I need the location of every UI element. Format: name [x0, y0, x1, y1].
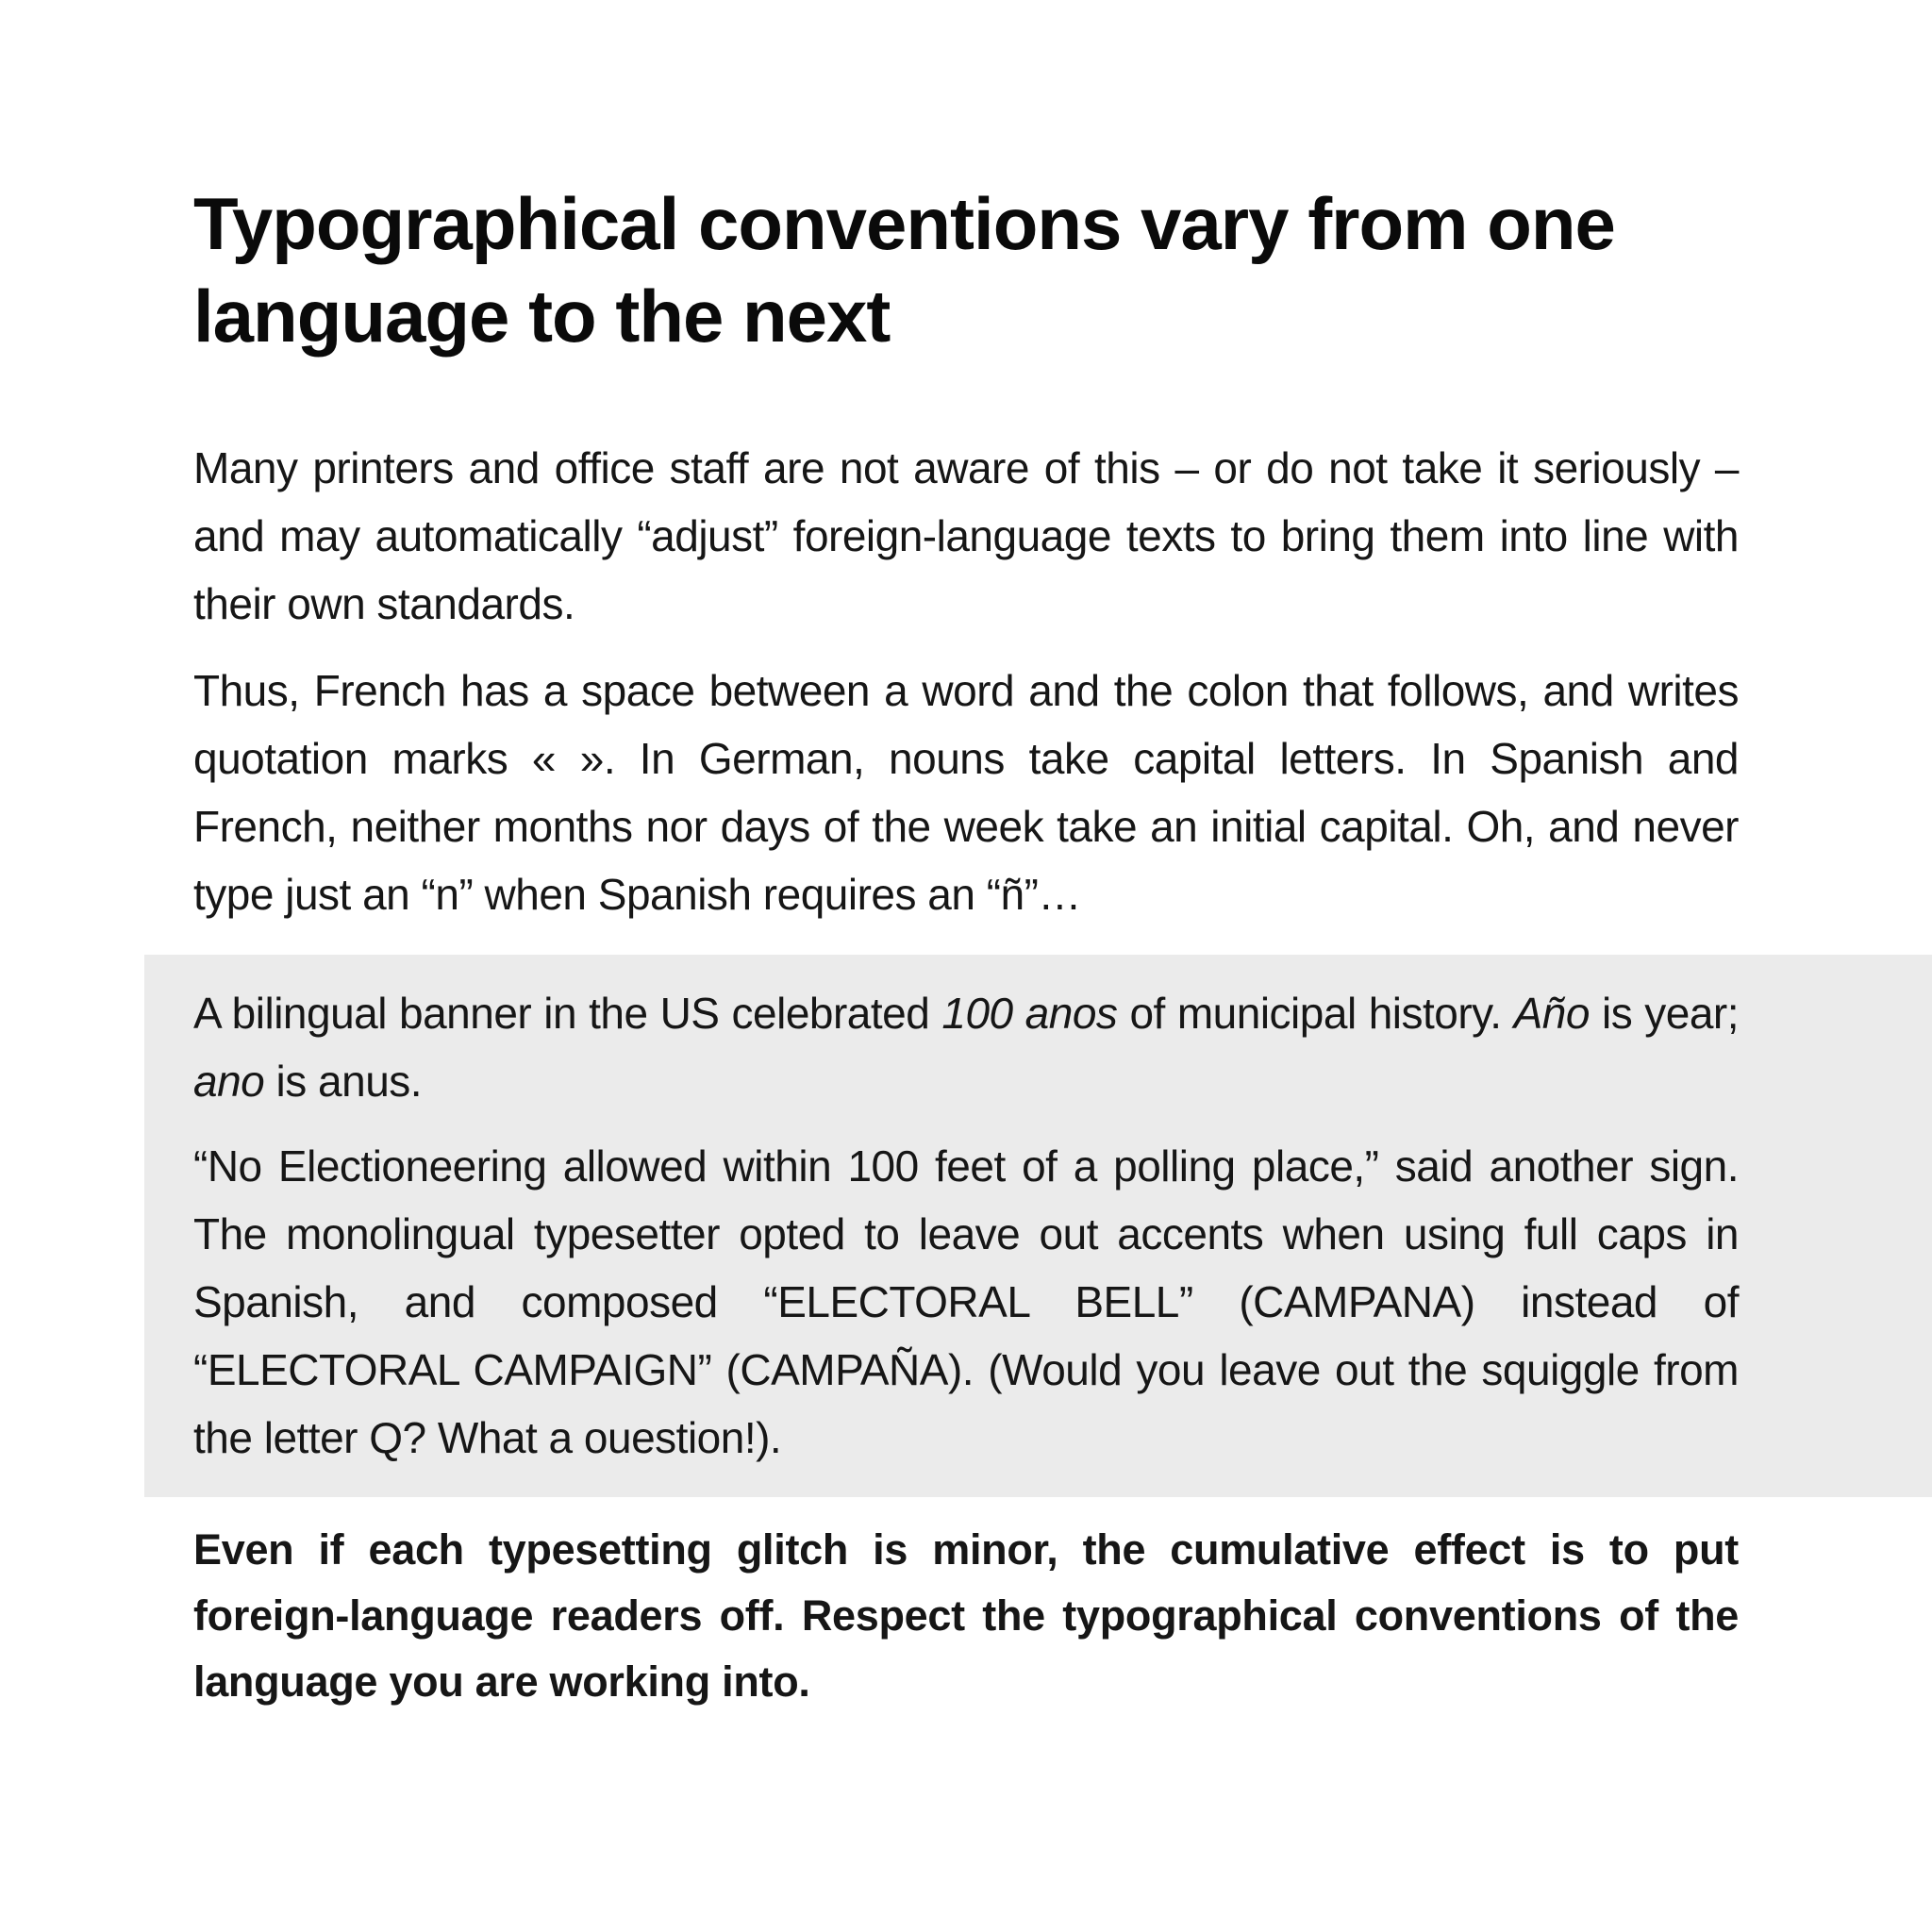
example-text: is year;: [1589, 989, 1740, 1038]
page-title: Typographical conventions vary from one language to the next: [193, 182, 1615, 358]
sign-example-paragraph: “No Electioneering allowed within 100 feet of a polling place,” said another sign. The monolingual typesetter opted to leave out accents when using full caps in Spanish, and composed “ELECTORAL BELL” (CAMPANA) instead of “ELECTORAL CAMPAIGN” (CAMPAÑA). (Would you leave out the squiggle from the letter Q? What a ouestion!).: [193, 1141, 1739, 1462]
example-text: of municipal history.: [1117, 989, 1514, 1038]
intro-paragraph: Many printers and office staff are not aware of this – or do not take it seriously – and may automatically “adjust” foreign-language texts to bring them into line with their own standards.: [193, 443, 1739, 628]
banner-example-paragraph: [193, 979, 1739, 1115]
example-term: 100 anos: [941, 989, 1118, 1038]
example-text: A bilingual banner in the US celebrated: [193, 989, 942, 1038]
conventions-paragraph: Thus, French has a space between a word and the colon that follows, and writes quotation marks « ». In German, nouns take capital letters. In Spanish and French, neither months nor days of the week take an initial capital. Oh, and never type just an “n” when Spanish requires an “ñ”…: [193, 666, 1739, 919]
conclusion-paragraph: Even if each typesetting glitch is minor, the cumulative effect is to put foreign-language readers off. Respect the typographical conventions of the language you are working into.: [193, 1525, 1739, 1706]
example-term: ano: [193, 1057, 265, 1106]
example-term: Año: [1513, 989, 1590, 1038]
example-text: is anus.: [264, 1057, 423, 1106]
